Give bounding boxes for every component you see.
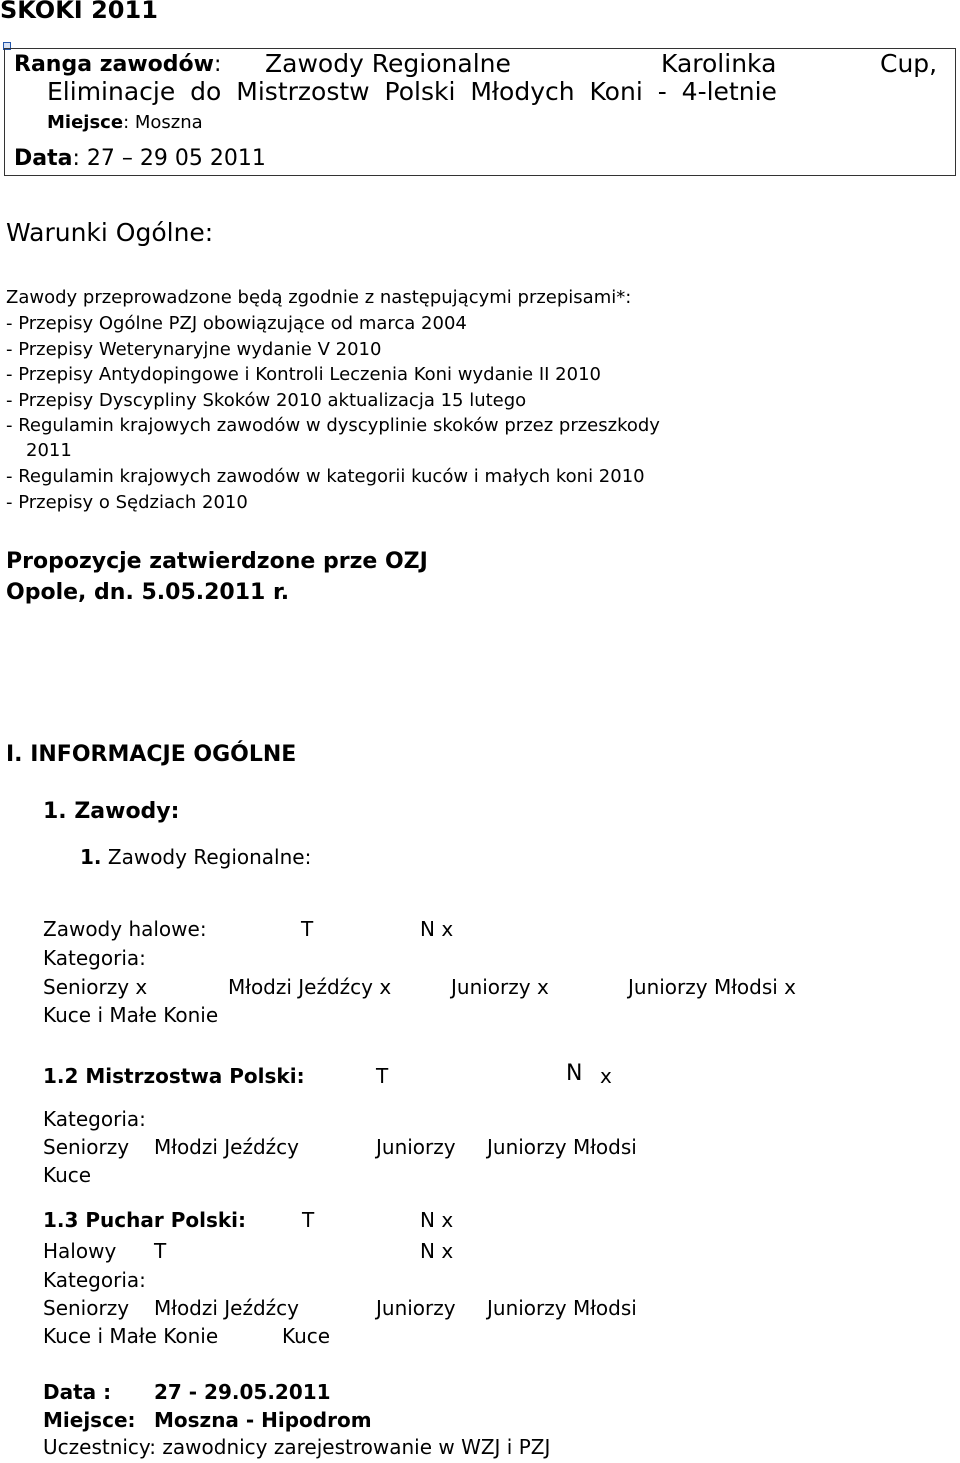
warunki-line: - Regulamin krajowych zawodów w kategorii kuców i małych koni 2010 [6, 466, 645, 487]
kuce: Kuce [43, 1163, 92, 1187]
ranga-value-c: Cup, [880, 49, 938, 78]
ranga-value-a: Zawody Regionalne [265, 49, 511, 78]
halowy-label: Halowy [43, 1239, 117, 1263]
approval-line-2: Opole, dn. 5.05.2011 r. [6, 580, 290, 605]
juniorzy-mlodsi-x: Juniorzy Młodsi x [628, 975, 796, 999]
kuce-male-konie: Kuce i Małe Konie [43, 1003, 219, 1027]
halowy-n-x: N x [420, 1239, 454, 1263]
seniorzy: Seniorzy [43, 1296, 130, 1320]
mlodzi-jezdzcy: Młodzi Jeźdźcy [154, 1296, 300, 1320]
warunki-line: - Regulamin krajowych zawodów w dyscyplinie skoków przez przeszkody [6, 415, 660, 436]
mistrzostwa-x: x [600, 1064, 612, 1088]
data-label: Data : [43, 1380, 112, 1404]
puchar-n-x: N x [420, 1208, 454, 1232]
puchar-heading: 1.3 Puchar Polski: [43, 1208, 247, 1232]
juniorzy-x: Juniorzy x [451, 975, 549, 999]
subsection-heading: 1. Zawody: [43, 799, 180, 824]
mistrzostwa-heading: 1.2 Mistrzostwa Polski: [43, 1064, 305, 1088]
halowe-label: Zawody halowe: [43, 917, 207, 941]
mlodzi-x: Młodzi Jeźdźcy x [228, 975, 392, 999]
ranga-label: Ranga zawodów [14, 52, 214, 77]
item-heading: 1. Zawody Regionalne: [80, 845, 312, 869]
juniorzy: Juniorzy [376, 1135, 456, 1159]
data-label: Data [14, 146, 73, 171]
warunki-line: - Przepisy o Sędziach 2010 [6, 492, 248, 513]
ranga-label-row [14, 52, 221, 77]
miejsce-label: Miejsce: [43, 1408, 136, 1432]
uczestnicy-label: Uczestnicy: [43, 1435, 157, 1459]
miejsce-value: Moszna [134, 112, 203, 133]
halowe-n-x: N x [420, 917, 454, 941]
warunki-line: Zawody przeprowadzone będą zgodnie z następującymi przepisami*: [6, 287, 632, 308]
ranga-value-line2: Eliminacje do Mistrzostw Polski Młodych Koni - 4-letnie [47, 77, 777, 106]
data-value: 27 – 29 05 2011 [86, 146, 266, 171]
kategoria-label: Kategoria: [43, 1107, 146, 1131]
kuce: Kuce [282, 1324, 331, 1348]
uczestnicy-value: zawodnicy zarejestrowanie w WZJ i PZJ [162, 1435, 551, 1459]
puchar-t: T [302, 1208, 315, 1232]
mlodzi-jezdzcy: Młodzi Jeźdźcy [154, 1135, 300, 1159]
kategoria-label: Kategoria: [43, 1268, 146, 1292]
section-heading: I. INFORMACJE OGÓLNE [6, 742, 297, 767]
warunki-heading: Warunki Ogólne: [6, 218, 214, 247]
warunki-line: - Przepisy Weterynaryjne wydanie V 2010 [6, 339, 382, 360]
warunki-line: - Przepisy Antydopingowe i Kontroli Leczenia Koni wydanie II 2010 [6, 364, 601, 385]
data-row: Data: 27 – 29 05 2011 [14, 146, 266, 171]
document-title: SKOKI 2011 [0, 0, 158, 24]
halowe-t: T [301, 917, 314, 941]
kategoria-label: Kategoria: [43, 946, 146, 970]
approval-line-1: Propozycje zatwierdzone prze OZJ [6, 549, 428, 574]
juniorzy-mlodsi: Juniorzy Młodsi [487, 1296, 637, 1320]
juniorzy-mlodsi: Juniorzy Młodsi [487, 1135, 637, 1159]
miejsce-label: Miejsce [47, 112, 124, 133]
halowy-t: T [154, 1239, 167, 1263]
mistrzostwa-t: T [376, 1064, 389, 1088]
miejsce-row: Miejsce: Moszna [47, 112, 203, 133]
data-value: 27 - 29.05.2011 [154, 1380, 331, 1404]
warunki-line: - Przepisy Ogólne PZJ obowiązujące od marca 2004 [6, 313, 467, 334]
warunki-line: 2011 [26, 440, 72, 461]
warunki-line: - Przepisy Dyscypliny Skoków 2010 aktualizacja 15 lutego [6, 390, 527, 411]
ranga-value-b: Karolinka [661, 49, 777, 78]
seniorzy-x: Seniorzy x [43, 975, 148, 999]
ranga-colon: : [213, 52, 222, 77]
uczestnicy-row [43, 1435, 550, 1459]
seniorzy: Seniorzy [43, 1135, 130, 1159]
mistrzostwa-n: N [566, 1061, 583, 1086]
juniorzy: Juniorzy [376, 1296, 456, 1320]
miejsce-value: Moszna - Hipodrom [154, 1408, 372, 1432]
kuce-male-konie: Kuce i Małe Konie [43, 1324, 219, 1348]
